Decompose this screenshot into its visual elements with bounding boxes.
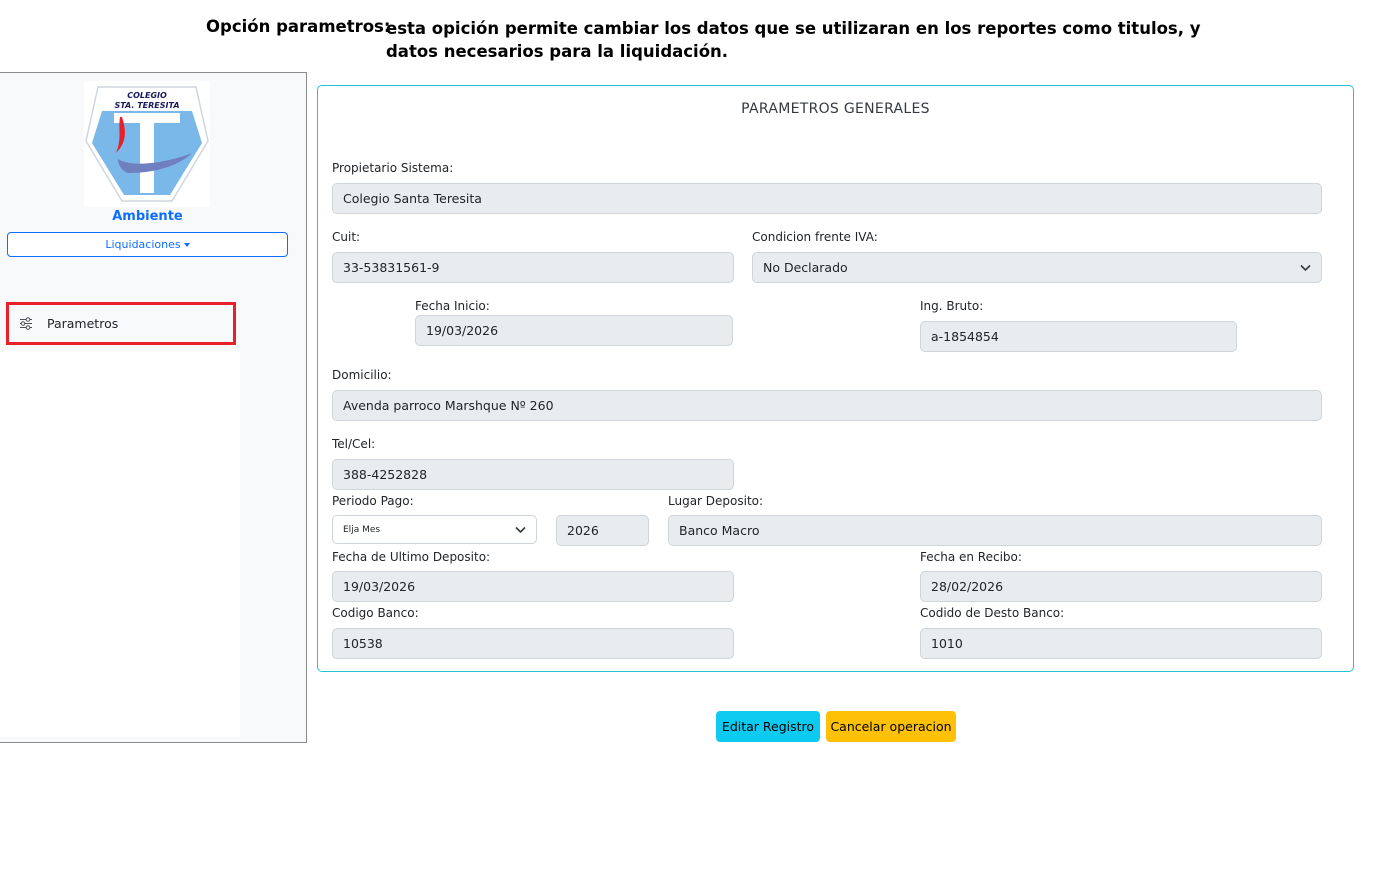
codigo-desto-banco-input[interactable]: 1010 [920,628,1322,659]
sidebar-item-parametros[interactable] [6,302,236,345]
fecha-recibo-input[interactable]: 28/02/2026 [920,571,1322,602]
ing-bruto-input[interactable]: a-1854854 [920,321,1237,352]
doc-description: esta opición permite cambiar los datos que se utilizaran en los reportes como titulos, y datos necesarios para la liquidación. [386,19,1201,61]
fecha-recibo-label: Fecha en Recibo: [920,550,1022,564]
fecha-inicio-label: Fecha Inicio: [415,299,490,313]
logo-line2: STA. TERESITA [114,101,180,110]
periodo-anio-input[interactable]: 2026 [556,515,649,546]
chevron-down-icon [1300,264,1311,272]
liquidaciones-dropdown[interactable] [7,232,288,257]
periodo-pago-label: Periodo Pago: [332,494,414,508]
condicion-iva-select[interactable] [752,252,1322,283]
caret-down-icon [184,243,190,247]
propietario-input[interactable]: Colegio Santa Teresita [332,183,1322,214]
cuit-input[interactable]: 33-53831561-9 [332,252,734,283]
periodo-mes-value: Elja Mes [343,524,381,535]
edit-record-button[interactable]: Editar Registro [716,711,820,742]
fecha-inicio-input[interactable]: 19/03/2026 [415,315,733,346]
codigo-desto-banco-label: Codido de Desto Banco: [920,606,1065,620]
codigo-banco-label: Codigo Banco: [332,606,419,620]
domicilio-input[interactable]: Avenda parroco Marshque Nº 260 [332,390,1322,421]
lugar-deposito-label: Lugar Deposito: [668,494,764,508]
card-title: PARAMETROS GENERALES [741,101,930,117]
tel-label: Tel/Cel: [332,437,376,451]
parametros-card [317,85,1354,672]
sidebar-item-label: Parametros [47,316,119,331]
condicion-iva-value: No Declarado [763,260,848,275]
liquidaciones-label: Liquidaciones [105,238,181,251]
periodo-mes-select[interactable] [332,515,537,544]
domicilio-label: Domicilio: [332,368,392,382]
sidebar-lower-panel [0,351,240,737]
propietario-label: Propietario Sistema: [332,161,454,175]
codigo-banco-input[interactable]: 10538 [332,628,734,659]
chevron-down-icon [515,526,526,534]
fecha-ultimo-deposito-input[interactable]: 19/03/2026 [332,571,734,602]
fecha-ultimo-deposito-label: Fecha de Ultimo Deposito: [332,550,491,564]
cuit-label: Cuit: [332,230,361,244]
environment-label: Ambiente [112,209,183,224]
doc-title: Opción parametros: [206,17,391,36]
tel-input[interactable]: 388-4252828 [332,459,734,490]
sliders-icon [19,317,33,330]
logo-line1: COLEGIO [127,91,167,100]
sidebar [0,72,307,743]
ing-bruto-label: Ing. Bruto: [920,299,984,313]
school-logo [84,81,210,207]
lugar-deposito-input[interactable]: Banco Macro [668,515,1322,546]
cancel-operation-button[interactable]: Cancelar operacion [826,711,956,742]
condicion-iva-label: Condicion frente IVA: [752,230,878,244]
